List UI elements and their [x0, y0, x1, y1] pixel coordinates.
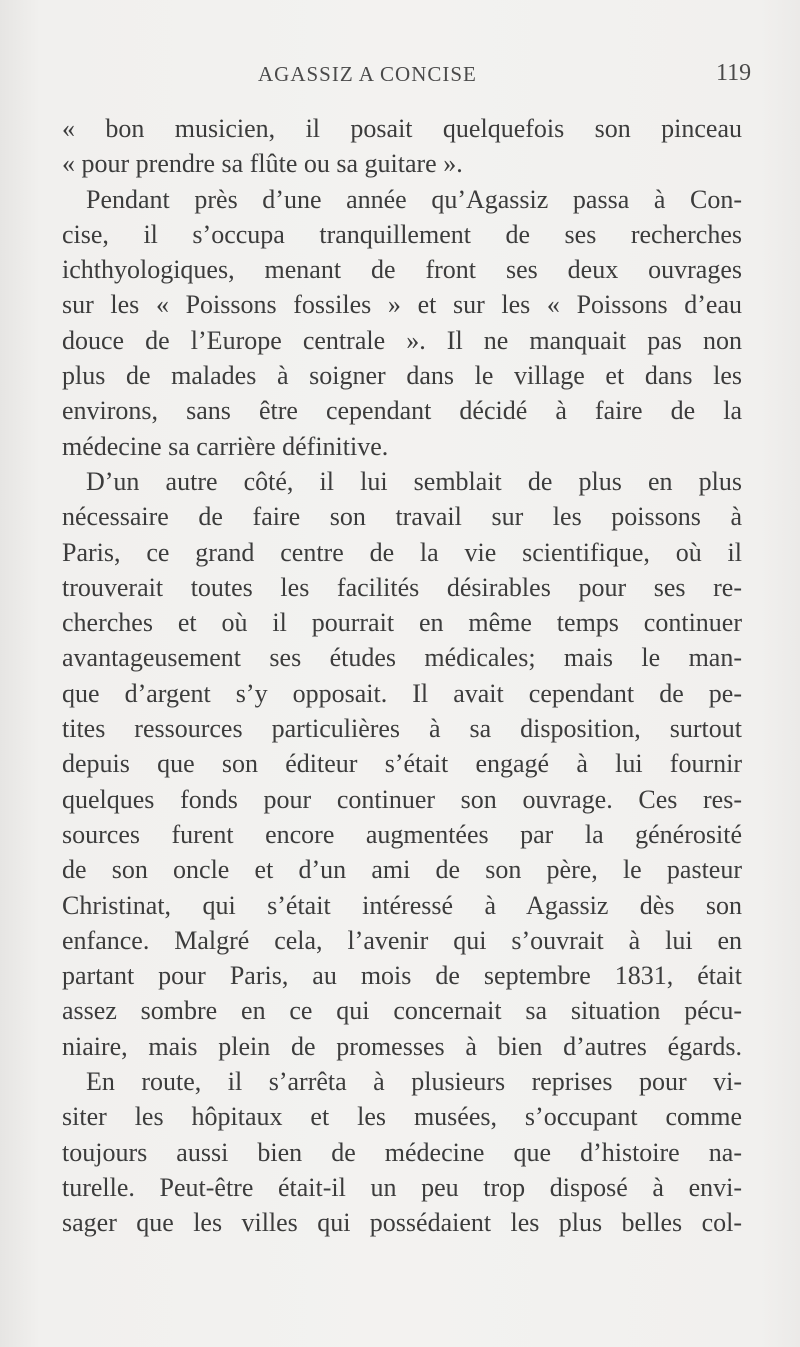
- text-line: que d’argent s’y opposait. Il avait cependant de pe-: [62, 678, 742, 708]
- page-number: 119: [716, 60, 752, 86]
- text-line: avantageusement ses études médicales; mais le man-: [62, 643, 742, 673]
- text-line: cherches et où il pourrait en même temps continuer: [62, 608, 742, 638]
- text-line: nécessaire de faire son travail sur les poissons à: [62, 502, 742, 532]
- text-line: « bon musicien, il posait quelquefois son pinceau: [62, 114, 742, 143]
- text-line: sager que les villes qui possédaient les plus belles col-: [62, 1208, 742, 1238]
- text-line: enfance. Malgré cela, l’avenir qui s’ouvrait à lui en: [62, 925, 742, 955]
- text-line: tites ressources particulières à sa disposition, surtout: [62, 714, 742, 744]
- text-line: sources furent encore augmentées par la générosité: [62, 819, 742, 849]
- text-line: douce de l’Europe centrale ». Il ne manquait pas non: [62, 325, 742, 355]
- running-title: AGASSIZ A CONCISE: [258, 62, 477, 86]
- text-line: sur les « Poissons fossiles » et sur les « Poissons d’eau: [62, 290, 742, 320]
- body-text: [62, 111, 742, 1241]
- text-line: de son oncle et d’un ami de son père, le pasteur: [62, 855, 742, 885]
- text-line: toujours aussi bien de médecine que d’histoire na-: [62, 1137, 742, 1167]
- text-line: « pour prendre sa flûte ou sa guitare ».: [62, 149, 463, 179]
- text-line: Christinat, qui s’était intéressé à Agassiz dès son: [62, 890, 742, 920]
- text-line: niaire, mais plein de promesses à bien d’autres égards.: [62, 1031, 742, 1061]
- text-line: ichthyologiques, menant de front ses deux ouvrages: [62, 255, 742, 285]
- text-line: D’un autre côté, il lui semblait de plus en plus: [86, 466, 742, 496]
- text-line: plus de malades à soigner dans le village et dans les: [62, 361, 742, 391]
- text-line: En route, il s’arrêta à plusieurs reprises pour vi-: [86, 1067, 742, 1097]
- page-header: [0, 62, 800, 92]
- text-line: depuis que son éditeur s’était engagé à lui fournir: [62, 749, 742, 779]
- text-line: quelques fonds pour continuer son ouvrage. Ces res-: [62, 784, 742, 814]
- text-line: trouverait toutes les facilités désirables pour ses re-: [62, 572, 742, 602]
- text-line: Pendant près d’une année qu’Agassiz passa à Con-: [86, 184, 742, 214]
- text-line: Paris, ce grand centre de la vie scientifique, où il: [62, 537, 742, 567]
- text-line: assez sombre en ce qui concernait sa situation pécu-: [62, 996, 742, 1026]
- text-line: turelle. Peut-être était-il un peu trop disposé à envi-: [62, 1172, 742, 1202]
- text-line: cise, il s’occupa tranquillement de ses recherches: [62, 219, 742, 249]
- text-line: médecine sa carrière définitive.: [62, 431, 389, 461]
- text-line: siter les hôpitaux et les musées, s’occupant comme: [62, 1102, 742, 1132]
- text-line: environs, sans être cependant décidé à faire de la: [62, 396, 742, 426]
- text-line: partant pour Paris, au mois de septembre 1831, était: [62, 961, 742, 991]
